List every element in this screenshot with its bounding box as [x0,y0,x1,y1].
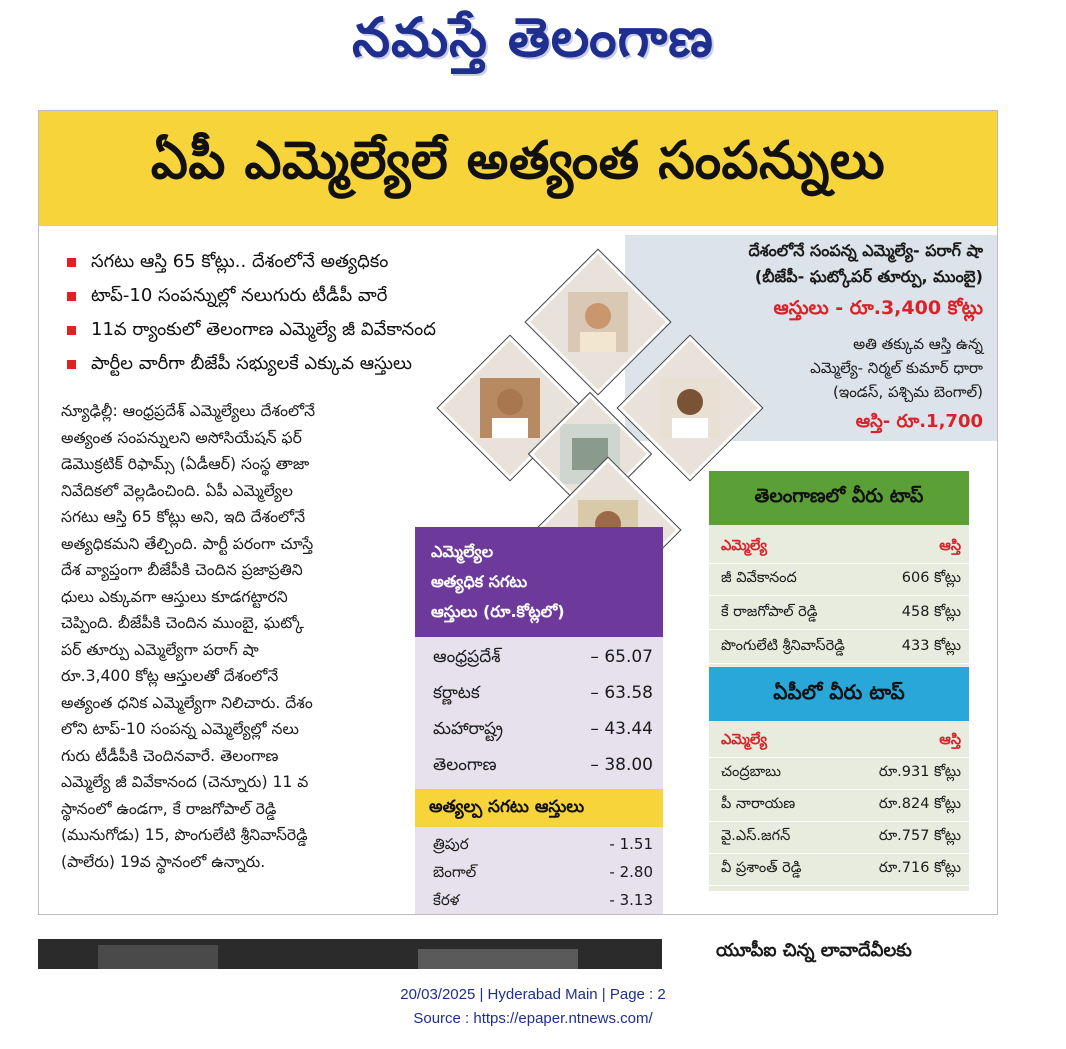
body-line: రూ.3,400 కోట్ల ఆస్తులతో దేశంలోనే [61,667,279,685]
person-icon [660,378,720,438]
table-header-row: ఎమ్మెల్యే ఆస్తి [709,531,969,564]
table-row: వీ ప్రశాంత్‌ రెడ్డి రూ.716 కోట్లు [709,853,969,886]
poorest-mla-party: (ఇండస్‌, పశ్చిమ బెంగాల్‌) [833,383,983,401]
poorest-mla-name: ఎమ్మెల్యే- నిర్మల్‌ కుమార్‌ ధారా [810,359,983,377]
table-row: ఆంధ్రప్రదేశ్‌ – 65.07 [433,647,653,667]
person-icon [480,378,540,438]
source-link[interactable]: Source : https://epaper.ntnews.com/ [413,1010,653,1027]
richest-mla-party: (బీజేపీ- ఘట్కోపర్‌ తూర్పు, ముంబై) [754,267,983,286]
table-row: వై.ఎస్.జగన్‌ రూ.757 కోట్లు [709,821,969,854]
richest-mla-label: దేశంలోనే సంపన్న ఎమ్మెల్యే- పరాగ్‌ షా [748,241,983,260]
table-row: త్రిపుర - 1.51 [433,835,653,853]
poorest-mla-label: అతి తక్కువ ఆస్తి ఉన్న [853,335,983,353]
next-article-headline: యూపీఐ చిన్న లావాదేవీలకు [716,940,912,961]
table-row: కర్ణాటక – 63.58 [433,683,653,703]
news-article [38,110,998,915]
body-line: గురు టీడీపీకి చెందినవారే. తెలంగాణ [61,746,279,765]
richest-mla-assets: ఆస్తులు - రూ.3,400 కోట్లు [773,297,983,319]
body-line: పర్‌ తూర్పు ఎమ్మెల్యేగా పరాగ్‌ షా [61,640,259,659]
highest-avg-assets-table [415,637,663,789]
body-line: చెప్పింది. బీజేపీకి చెందిన ముంబై, ఘట్కో [61,614,304,632]
table-row: కే రాజగోపాల్‌ రెడ్డి 458 కోట్లు [709,597,969,630]
next-article-photo [38,939,662,969]
body-line: నివేదికలో వెల్లడించింది. ఏపీ ఎమ్మెల్యేల [61,481,293,500]
table-row: మహారాష్ట్ర – 43.44 [433,719,653,739]
table-row: పీ నారాయణ రూ.824 కోట్లు [709,789,969,822]
body-line: లోని టాప్‌-10 సంపన్న ఎమ్మెల్యేల్లో నలు [61,720,299,738]
body-line: (మునుగోడు) 15, పొంగులేటి శ్రీనివాస్‌రెడ్డి [61,826,308,844]
table-row: పొంగులేటి శ్రీనివాస్‌రెడ్డి 433 కోట్లు [709,631,969,664]
table-header-row: ఎమ్మెల్యే ఆస్తి [709,725,969,758]
body-line: స్థానంలో ఉండగా, కే రాజగోపాల్‌ రెడ్డి [61,799,277,818]
lowest-avg-assets-header: అత్యల్ప సగటు ఆస్తులు [415,789,663,827]
bullet-item: టాప్‌-10 సంపన్నుల్లో నలుగురు టీడీపీ వారే [67,279,607,313]
article-body [61,398,431,875]
bullet-item: 11వ ర్యాంకులో తెలంగాణ ఎమ్మెల్యే జీ వివేకానంద [67,313,607,347]
body-line: ధులు ఎక్కువగా ఆస్తులు కూడగట్టారని [61,587,288,606]
table-row: జీ వివేకానంద 606 కోట్లు [709,563,969,596]
poorest-mla-assets: ఆస్తి- రూ.1,700 [855,411,983,432]
bullet-square-icon [67,326,76,335]
bullet-item: పార్టీల వారీగా బీజేపీ సభ్యులకే ఎక్కువ ఆస్తులు [67,347,607,381]
bullet-square-icon [67,292,76,301]
highest-avg-assets-header: ఎమ్మెల్యేల అత్యధిక సగటు ఆస్తులు (రూ.కోట్లలో) [415,527,663,637]
headline-band [39,111,997,226]
body-line: (పాలేరు) 19వ స్థానంలో ఉన్నారు. [61,852,266,871]
table-row: తెలంగాణ – 38.00 [433,755,653,775]
table-row: బెంగాల్‌ - 2.80 [433,863,653,881]
ap-top-table [709,721,969,891]
body-line: ఎమ్మెల్యే జీ వివేకానంద (చెన్నూరు) 11 వ [61,773,309,791]
bullet-square-icon [67,360,76,369]
table-row: కేరళ - 3.13 [433,891,653,909]
person-icon [568,292,628,352]
body-line: డెమొక్రటిక్‌ రిఫామ్స్‌ (ఏడీఆర్‌) సంస్థ తాజా [61,455,310,473]
body-line: అత్యధికమని తేల్చింది. పార్టీ పరంగా చూస్తే [61,534,314,553]
newspaper-masthead: నమస్తే తెలంగాణ [352,6,714,69]
article-headline: ఏపీ ఎమ్మెల్యేలే అత్యంత సంపన్నులు [150,131,886,191]
photo-strip-icon [38,939,662,969]
body-line: అత్యంత ధనిక ఎమ్మెల్యేగా నిలిచారు. దేశం [61,693,313,712]
lowest-avg-assets-table [415,827,663,915]
body-line: సగటు ఆస్తి 65 కోట్లు అని, ఇది దేశంలోనే [61,508,306,526]
body-line: అత్యంత సంపన్నులని అసోసియేషన్‌ ఫర్‌ [61,428,302,447]
table-row: చంద్రబాబు రూ.931 కోట్లు [709,757,969,790]
bullet-item: సగటు ఆస్తి 65 కోట్లు.. దేశంలోనే అత్యధికం [67,245,607,279]
edition-info: 20/03/2025 | Hyderabad Main | Page : 2 [400,986,666,1003]
body-line: దేశ వ్యాప్తంగా బీజేపీకి చెందిన ప్రజాప్రతిని [61,561,303,579]
ap-top-header: ఏపీలో వీరు టాప్‌ [709,667,969,721]
telangana-top-table [709,525,969,667]
telangana-top-header: తెలంగాణలో వీరు టాప్‌ [709,471,969,525]
bullet-square-icon [67,258,76,267]
body-line: న్యూఢిల్లీ: ఆంధ్రప్రదేశ్‌ ఎమ్మెల్యేలు దేశంలోనే [61,402,316,420]
